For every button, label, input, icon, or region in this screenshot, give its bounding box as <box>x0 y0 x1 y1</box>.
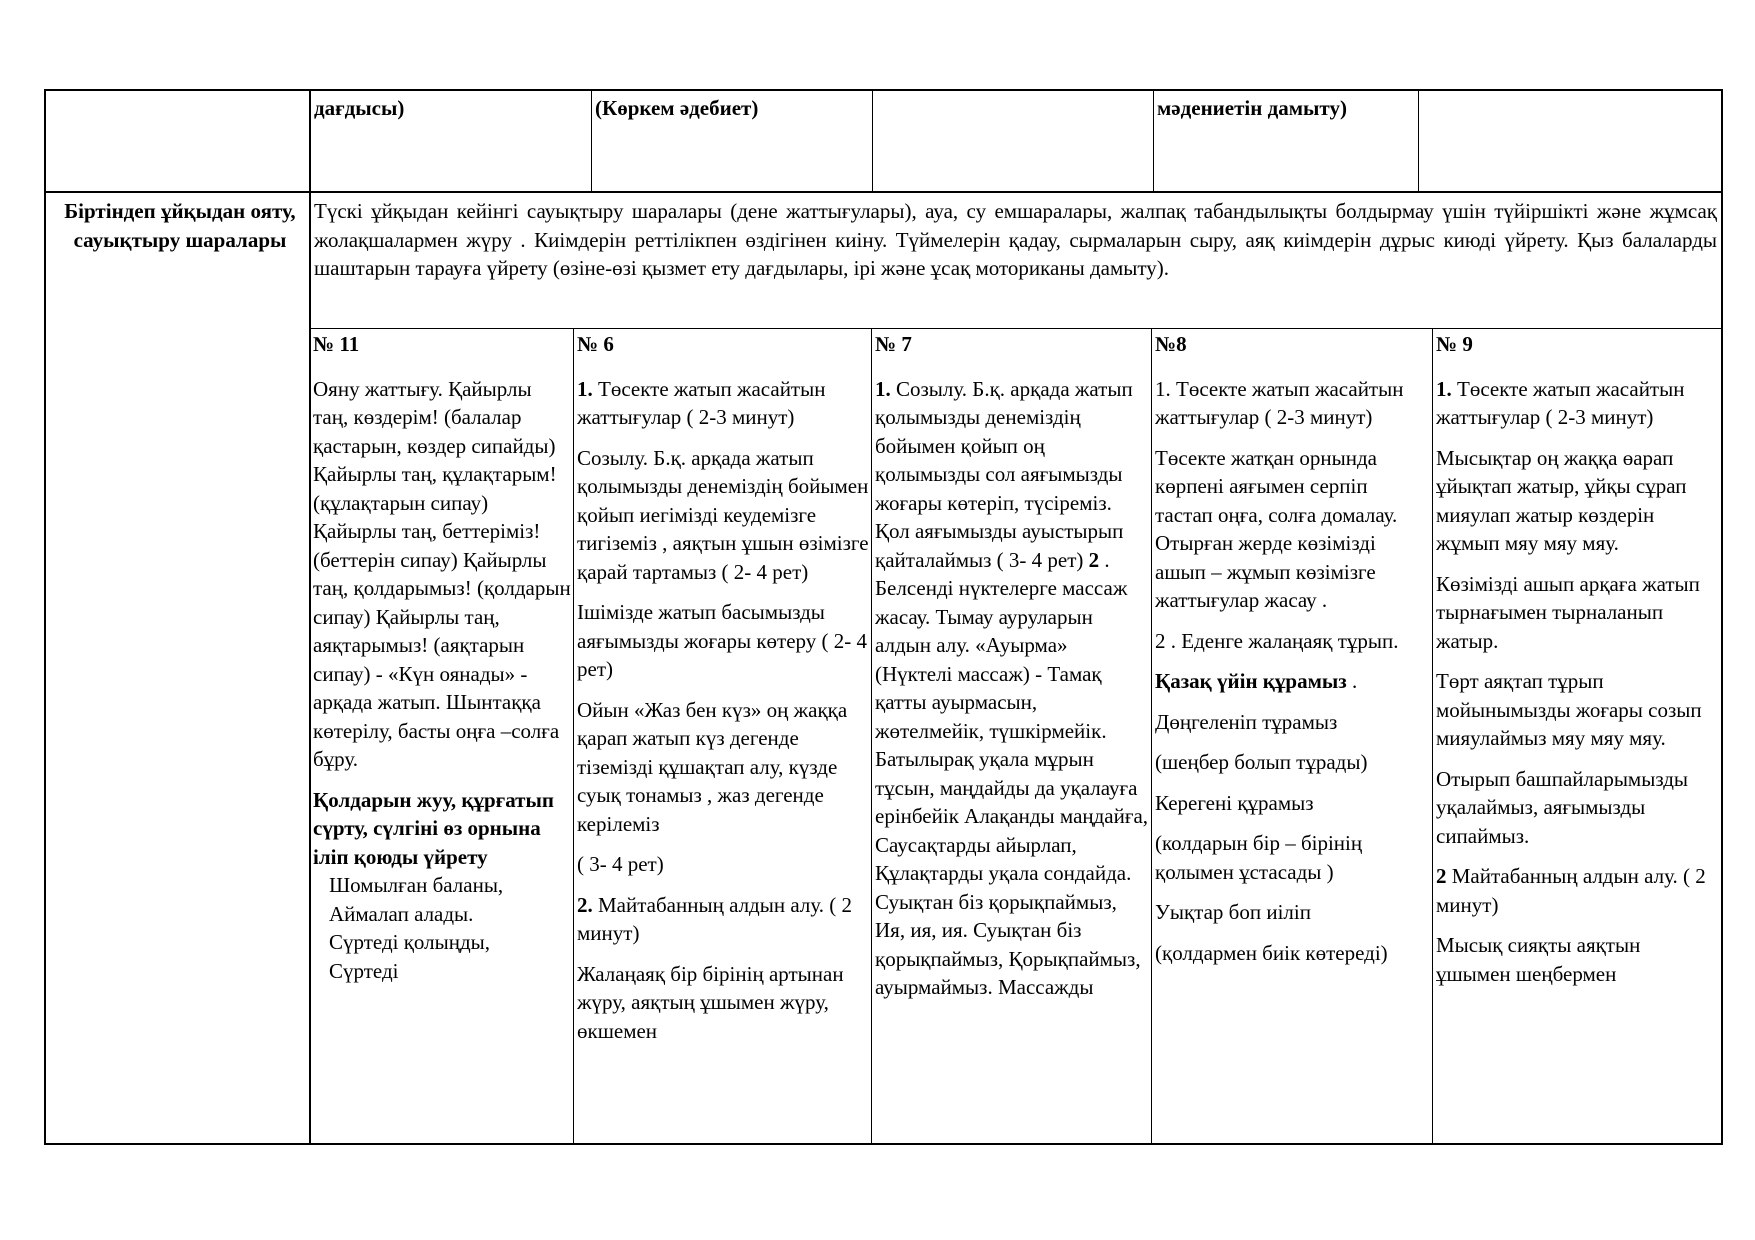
col-divider-bottom-3 <box>1151 328 1152 1145</box>
column-text: Ояну жаттығу. Қайырлы таң, көздерім! (балалар қастарын, көздер сипайды) Қайырлы таң, құлақтарым! (құлақтарын сипау) Қайырлы таң, беттеріміз! (беттерін сипау) Қайырлы таң, қолдарымыз! (қолдарын сипау) Қайырлы таң, аяқтарымыз! (аяқтарын сипау) - «Күн оянады» - арқада жатып. Шынтаққа көтерілу, басты оңға –солға бұру. <box>313 376 571 771</box>
column-text: Мысық сияқты аяқтын ұшымен шеңбермен <box>1436 933 1641 986</box>
column-text <box>1436 862 1720 919</box>
column-text: Төсекте жатқан орнында көрпені аяғымен серпіп тастап оңға, солға домалау. Отырған жерде көзімізді ашып – жұмып көзімізге жаттығулар жасау . <box>1155 445 1398 612</box>
poem-line: Аймалап алады. <box>329 901 474 926</box>
item-text: Майтабанның алдын алу. ( 2 минут) <box>1436 864 1706 917</box>
column-text: Төрт аяқтап тұрып мойынымызды жоғары созып мияулаймыз мяу мяу мяу. <box>1436 669 1702 750</box>
column-text <box>1436 375 1720 432</box>
col-divider-bottom-2 <box>871 328 872 1145</box>
row-divider-top <box>44 191 1723 193</box>
column-number: № 9 <box>1436 332 1473 356</box>
column-text: Ішімізде жатып басымызды аяғымызды жоғары көтеру ( 2- 4 рет) <box>577 600 868 681</box>
item-number: 2. <box>577 892 593 917</box>
col-divider-bottom-1 <box>573 328 574 1145</box>
item-number: 2 <box>1436 864 1447 888</box>
section-description: Түскі ұйқыдан кейінгі сауықтыру шаралары (дене жаттығулары), ауа, су емшаралары, жалпақ табандылықты болдырмау үшін түйіршікті және жұмсақ жолақшалармен жүру . Киімдерін реттілікпен өздігінен киіну. Түймелерін қадау, сырмаларын сыру, аяқ киімдерін дұрыс киюді үйрету. Қыз балаларды шаштарын тарауға үйрету (өзіне-өзі қызмет ету дағдылары, ірі және ұсақ моториканы дамыту). <box>314 199 1717 280</box>
item-text: . Белсенді нүктелерге массаж жасау. Тымау ауруларын алдын алу. «Ауырма» (Нүктелі массаж) - Тамақ қатты ауырмасын, жөтелмейік, түшкірмейік. Батылырақ уқала мұрын тұсын, маңдайды да уқалауға ерінбейік Алақанды маңдайға, Саусақтарды айырлап, Құлақтарды уқала сондайда. Суықтан біз қорықпаймыз, Ия, ия, ия. Суықтан біз қорықпаймыз, Қорықпаймыз, ауырмаймыз. Массажды <box>875 547 1149 999</box>
row-divider-section <box>310 328 1723 329</box>
column-text: 1. Төсекте жатып жасайтын жаттығулар ( 2-3 минут) <box>1155 376 1404 429</box>
activity-column-8 <box>1155 330 1430 1143</box>
col-divider-top-2 <box>872 89 873 192</box>
col-divider-top-3 <box>1153 89 1154 192</box>
column-text: Мысықтар оң жаққа өарап ұйықтап жатыр, ұйқы сұрап мияулап жатыр көздерін жұмып мяу мяу мяу. <box>1436 445 1687 555</box>
col-divider-top-1 <box>591 89 592 192</box>
poem-line: Шомылған баланы, <box>329 873 504 897</box>
col-divider-top-4 <box>1418 89 1419 192</box>
section-label: Біртіндеп ұйқыдан ояту, сауықтыру шаралары <box>64 199 296 252</box>
column-text: ( 3- 4 рет) <box>577 852 664 876</box>
column-text: (шеңбер болып тұрады) <box>1155 750 1368 774</box>
column-number: № 7 <box>875 332 912 356</box>
item-text: Майтабанның алдын алу. ( 2 минут) <box>577 892 852 945</box>
item-text: . <box>1346 669 1358 693</box>
item-text: Созылу. Б.қ. арқада жатып қолымызды денеміздің бойымен қойып оң қолымызды сол аяғымызды жоғары көтеріп, түсіреміз. Қол аяғымызды ауыстырып қайталаймыз ( 3- 4 рет) <box>875 376 1133 572</box>
column-text: Созылу. Б.қ. арқада жатып қолымызды денеміздің бойымен қойып иегімізді кеудемізге тигіземіз , аяқтын ұшын өзімізге қарай тартамыз ( 2- 4 рет) <box>577 445 869 584</box>
item-heading: Қазақ үйін құрамыз <box>1155 669 1347 693</box>
item-text: Төсекте жатып жасайтын жаттығулар ( 2-3 минут) <box>1436 376 1685 429</box>
activity-column-6 <box>577 330 869 1143</box>
column-text: Ойын «Жаз бен күз» оң жаққа қарап жатып күз дегенде тіземізді құшақтап алу, күзде суық тонамыз , жаз дегенде керілеміз <box>577 697 848 836</box>
item-text: Төсекте жатып жасайтын жаттығулар ( 2-3 минут) <box>577 376 826 429</box>
column-text: Керегені құрамыз <box>1155 790 1314 815</box>
top-cell-2: дағдысы) <box>314 96 405 120</box>
column-text: Отырып башпайларымызды уқалаймыз, аяғымызды сипаймыз. <box>1436 766 1689 848</box>
top-cell-5: мәдениетін дамыту) <box>1157 96 1347 120</box>
column-text: Көзімізді ашып арқаға жатып тырнағымен тырналанып жатыр. <box>1436 571 1700 653</box>
column-text: Уықтар боп иіліп <box>1155 900 1311 924</box>
column-text <box>577 375 869 432</box>
column-text: Жалаңаяқ бір бірінің артынан жүру, аяқтың ұшымен жүру, өкшемен <box>577 961 844 1043</box>
column-text: (қолдармен биік көтереді) <box>1155 940 1388 965</box>
column-text <box>577 891 869 948</box>
poem-line: Сүртеді қолыңды, <box>329 930 491 954</box>
activity-column-7 <box>875 330 1149 1143</box>
column-text: Дөңгеленіп тұрамыз <box>1155 709 1338 734</box>
item-number: 1. <box>577 376 593 401</box>
column-text <box>1155 667 1430 696</box>
activity-column-9 <box>1436 330 1720 1143</box>
column-text: 2 . Еденге жалаңаяқ тұрып. <box>1155 628 1399 653</box>
column-number: №8 <box>1155 332 1187 356</box>
column-subheading: Қолдарын жуу, құрғатып сүрту, сүлгіні өз орнына іліп қоюды үйрету <box>313 787 554 869</box>
column-text <box>875 375 1149 1002</box>
column-number: № 11 <box>313 332 360 356</box>
item-number: 1. <box>1436 376 1452 401</box>
activity-column-11 <box>313 330 571 1143</box>
column-number: № 6 <box>577 332 614 356</box>
top-cell-3: (Көркем әдебиет) <box>595 96 759 120</box>
col-divider-label <box>309 89 311 1145</box>
col-divider-bottom-4 <box>1432 328 1433 1145</box>
item-number: 2 <box>1088 547 1100 572</box>
column-text: (колдарын бір – бірінің қолымен ұстасады ) <box>1155 831 1363 884</box>
poem-line: Сүртеді <box>329 958 399 983</box>
item-number: 1. <box>875 376 891 401</box>
